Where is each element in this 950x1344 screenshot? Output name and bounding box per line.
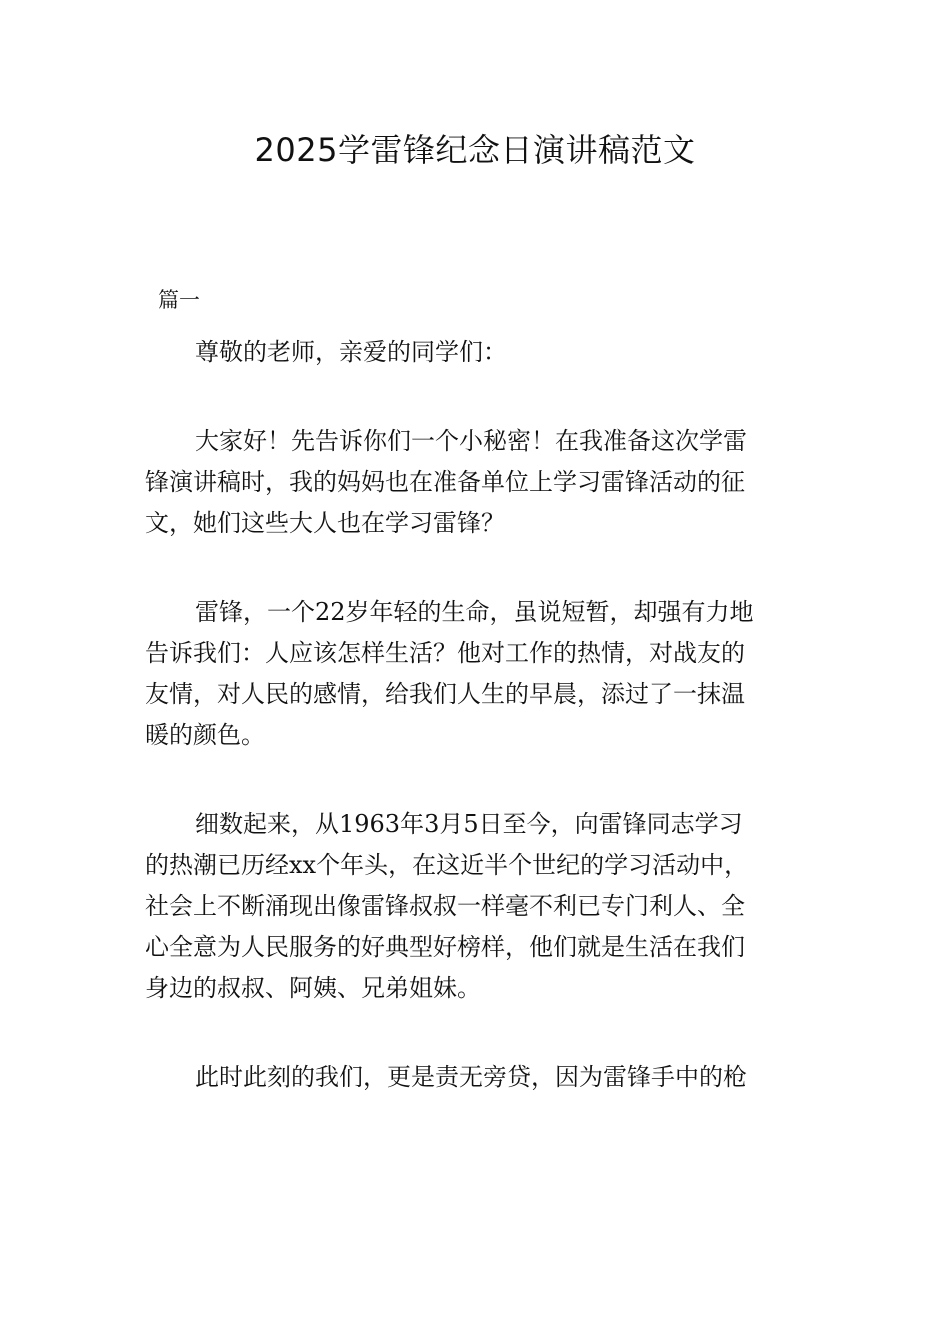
text-line: 雷锋，一个22岁年轻的生命，虽说短暂，却强有力地 [195,598,754,626]
text-line: 的热潮已历经xx个年头，在这近半个世纪的学习活动中， [145,851,749,879]
paragraph-lei-feng [145,592,807,756]
text-line: 此时此刻的我们，更是责无旁贷，因为雷锋手中的枪 [195,1063,747,1091]
text-line: 暖的颜色。 [145,721,265,749]
text-line: 友情，对人民的感情，给我们人生的早晨，添过了一抹温 [145,680,745,708]
text-line: 身边的叔叔、阿姨、兄弟姐妹。 [145,974,481,1002]
text-line: 大家好！先告诉你们一个小秘密！在我准备这次学雷 [195,427,747,455]
text-line: 锋演讲稿时，我的妈妈也在准备单位上学习雷锋活动的征 [145,468,745,496]
paragraph-gap [145,544,807,592]
text-line: 细数起来，从1963年3月5日至今，向雷锋同志学习 [195,810,743,838]
paragraph-gap [145,756,807,804]
paragraph-intro [145,421,807,544]
paragraph-gap [145,373,807,421]
text-line: 告诉我们：人应该怎样生活？他对工作的热情，对战友的 [145,639,745,667]
text-line: 心全意为人民服务的好典型好榜样，他们就是生活在我们 [145,933,745,961]
text-line: 社会上不断涌现出像雷锋叔叔一样毫不利已专门利人、全 [145,892,745,920]
text-line: 文，她们这些大人也在学习雷锋？ [145,509,505,537]
paragraph-responsibility [145,1057,807,1098]
document-title: 2025学雷锋纪念日演讲稿范文 [254,131,696,169]
paragraph-history [145,804,807,1009]
document-body [145,332,807,1098]
text-line: 尊敬的老师，亲爱的同学们： [195,338,507,366]
paragraph-greeting [145,332,807,373]
section-label: 篇一 [158,288,200,312]
paragraph-gap [145,1009,807,1057]
